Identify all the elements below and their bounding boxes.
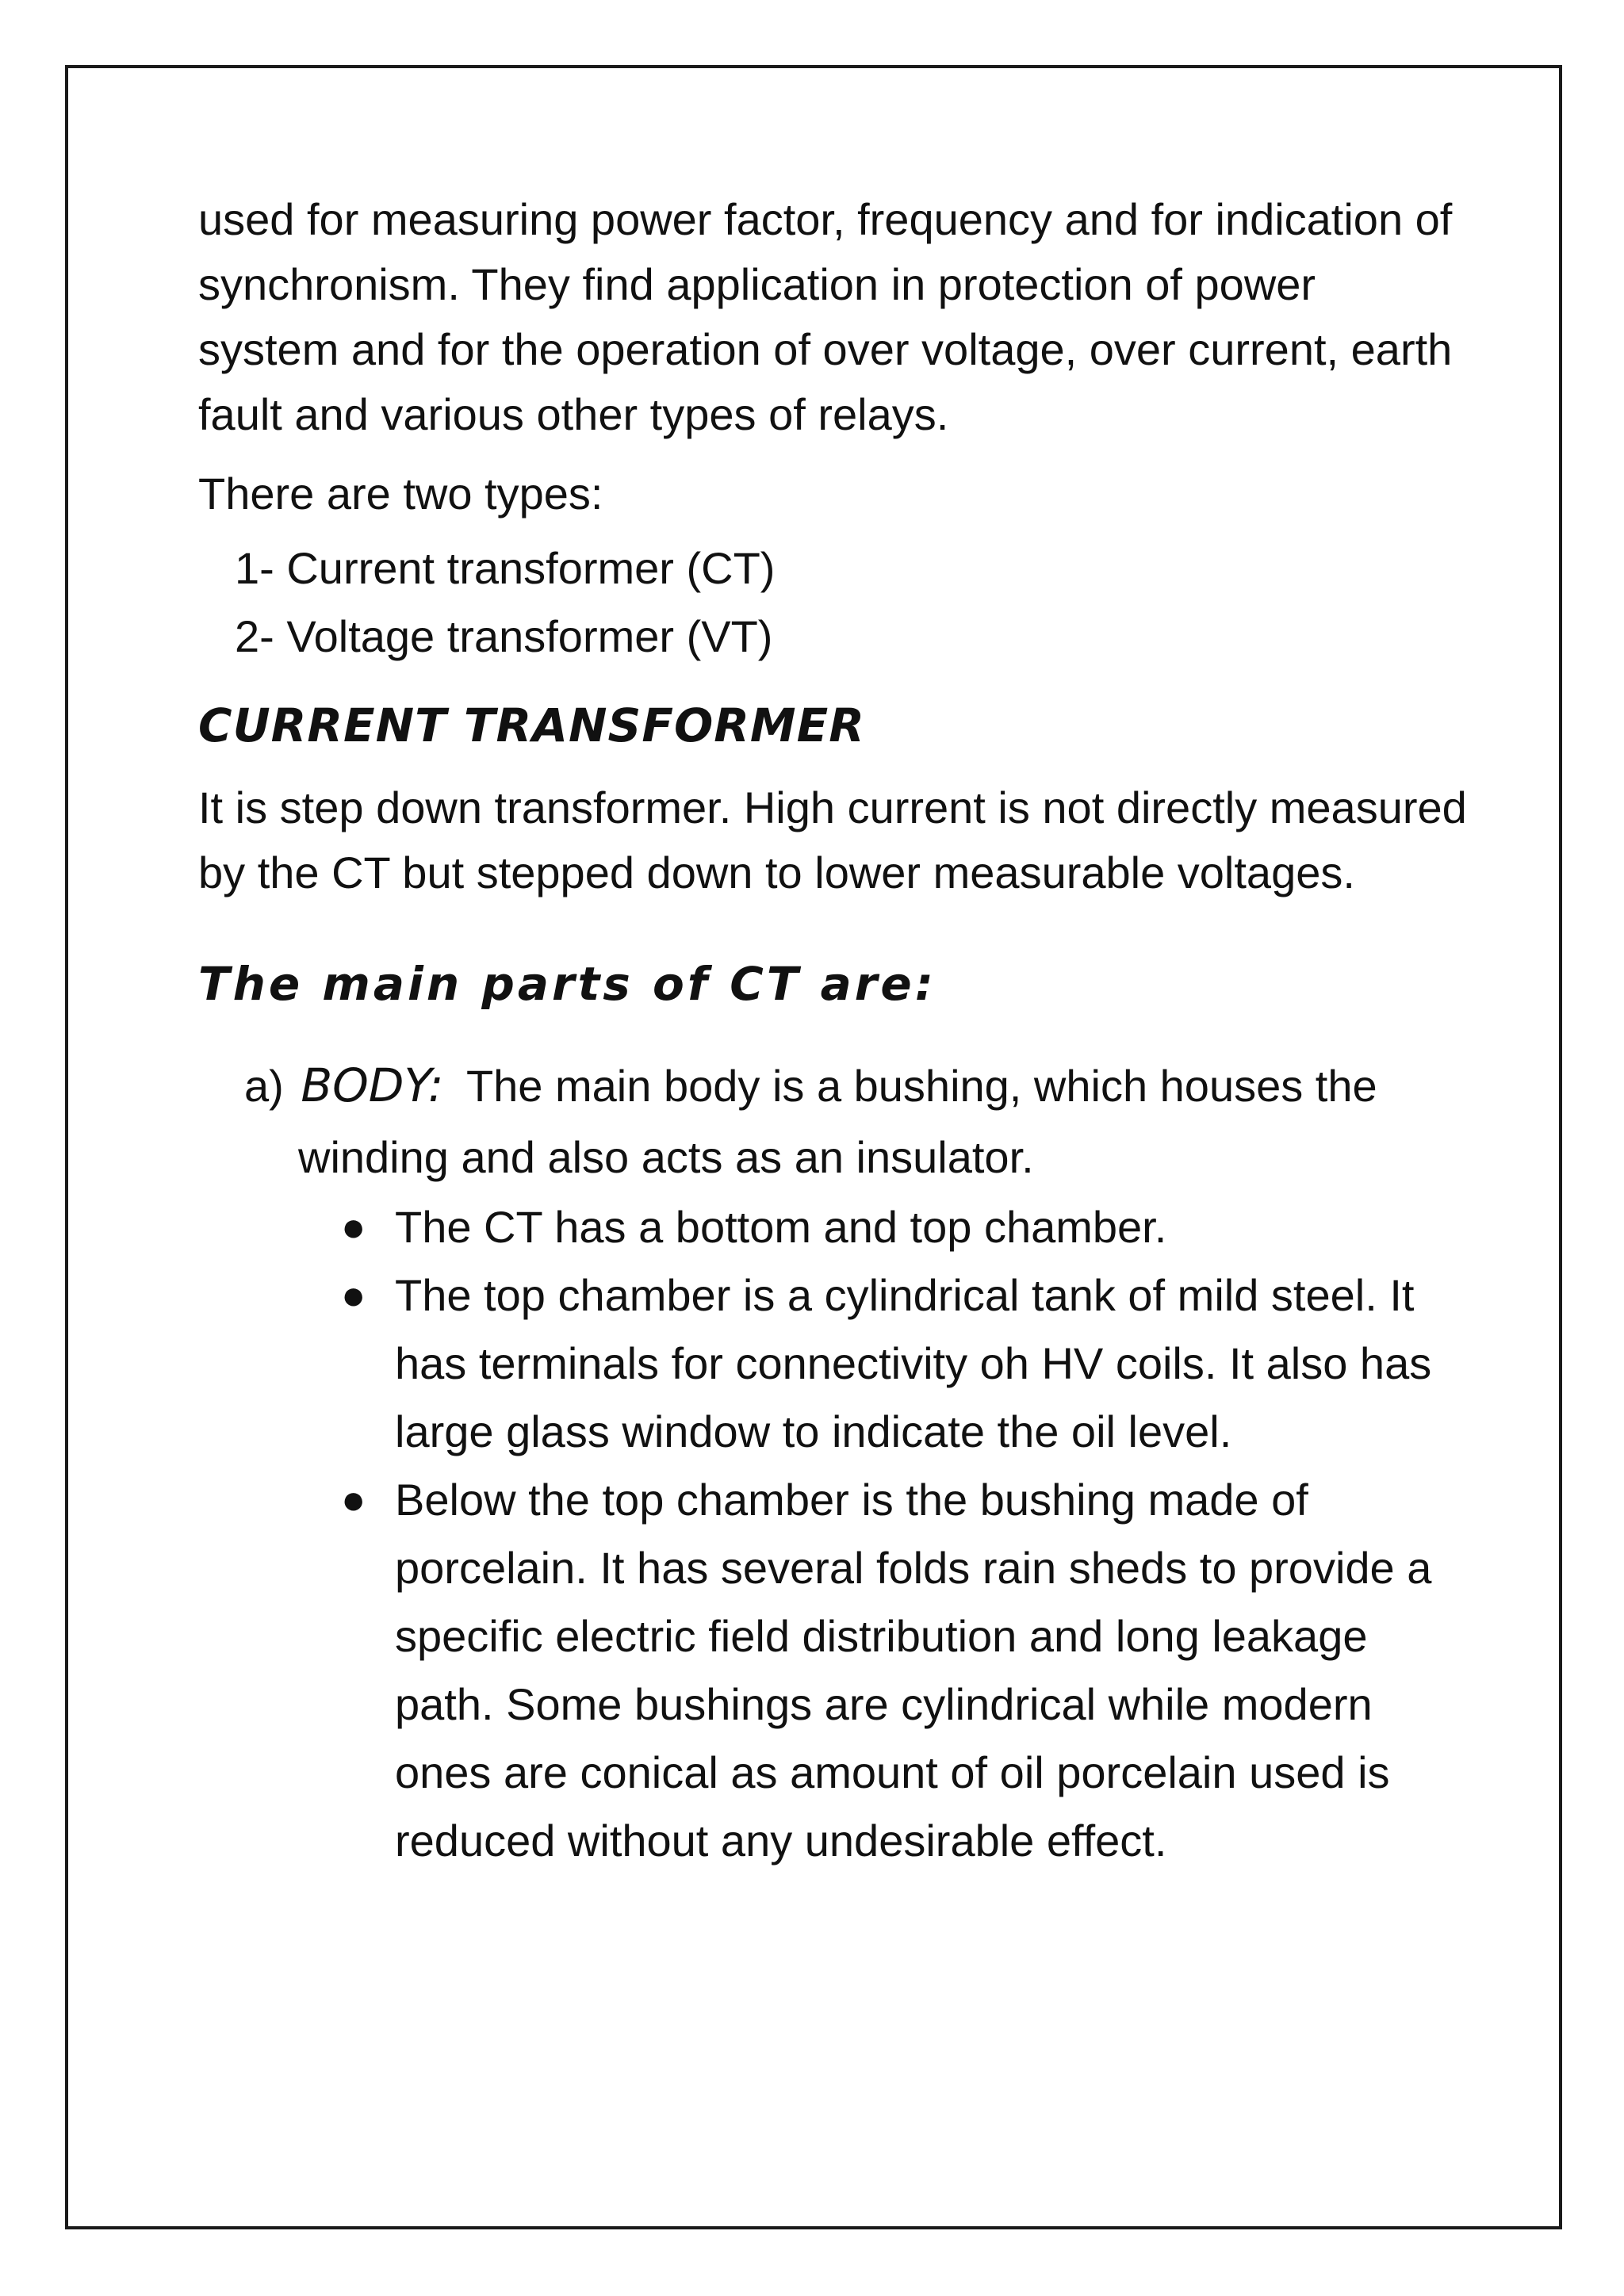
bullet-item <box>341 1261 1467 1466</box>
part-body-text: The main body is a bushing, which houses the <box>465 1061 1377 1111</box>
part-body-line <box>244 1050 1467 1122</box>
ct-description: It is step down transformer. High current is not directly measured by the CT but stepped down to lower measurable voltages. <box>198 783 1467 897</box>
bullet-dot-icon: ● <box>341 1204 366 1250</box>
parts-heading: The main parts of CT are: <box>198 957 936 1011</box>
types-list-item: 2- Voltage transformer (VT) <box>235 611 773 661</box>
bullet-item <box>341 1193 1467 1261</box>
bullet-text: Below the top chamber is the bushing made of porcelain. It has several folds rain sheds to provide a specific electric field distribution and long leakage path. Some bushings are cylindrical while modern ones are conical as amount of oil porcelain used is reduced without any undesirable effect. <box>395 1475 1432 1866</box>
types-list-item: 1- Current transformer (CT) <box>235 543 776 593</box>
part-marker: a) <box>244 1061 284 1111</box>
page-content <box>198 187 1467 1875</box>
types-lead: There are two types: <box>198 469 603 519</box>
bullet-text: The top chamber is a cylindrical tank of mild steel. It has terminals for connectivity oh HV coils. It also has large glass window to indicate the oil level. <box>395 1270 1432 1456</box>
part-name: BODY: <box>301 1058 444 1112</box>
bullet-item <box>341 1466 1467 1875</box>
intro-paragraph: used for measuring power factor, frequency and for indication of synchronism. They find application in protection of power system and for the operation of over voltage, over current, earth fault and various other types of relays. <box>198 194 1453 439</box>
part-body-text-continued: winding and also acts as an insulator. <box>298 1132 1034 1182</box>
bullet-dot-icon: ● <box>341 1477 366 1523</box>
types-list <box>198 534 1467 671</box>
bullet-dot-icon: ● <box>341 1272 366 1318</box>
section-heading: CURRENT TRANSFORMER <box>198 698 865 752</box>
bullet-text: The CT has a bottom and top chamber. <box>395 1202 1167 1252</box>
part-body <box>244 1050 1467 1875</box>
body-bullet-list <box>244 1193 1467 1875</box>
